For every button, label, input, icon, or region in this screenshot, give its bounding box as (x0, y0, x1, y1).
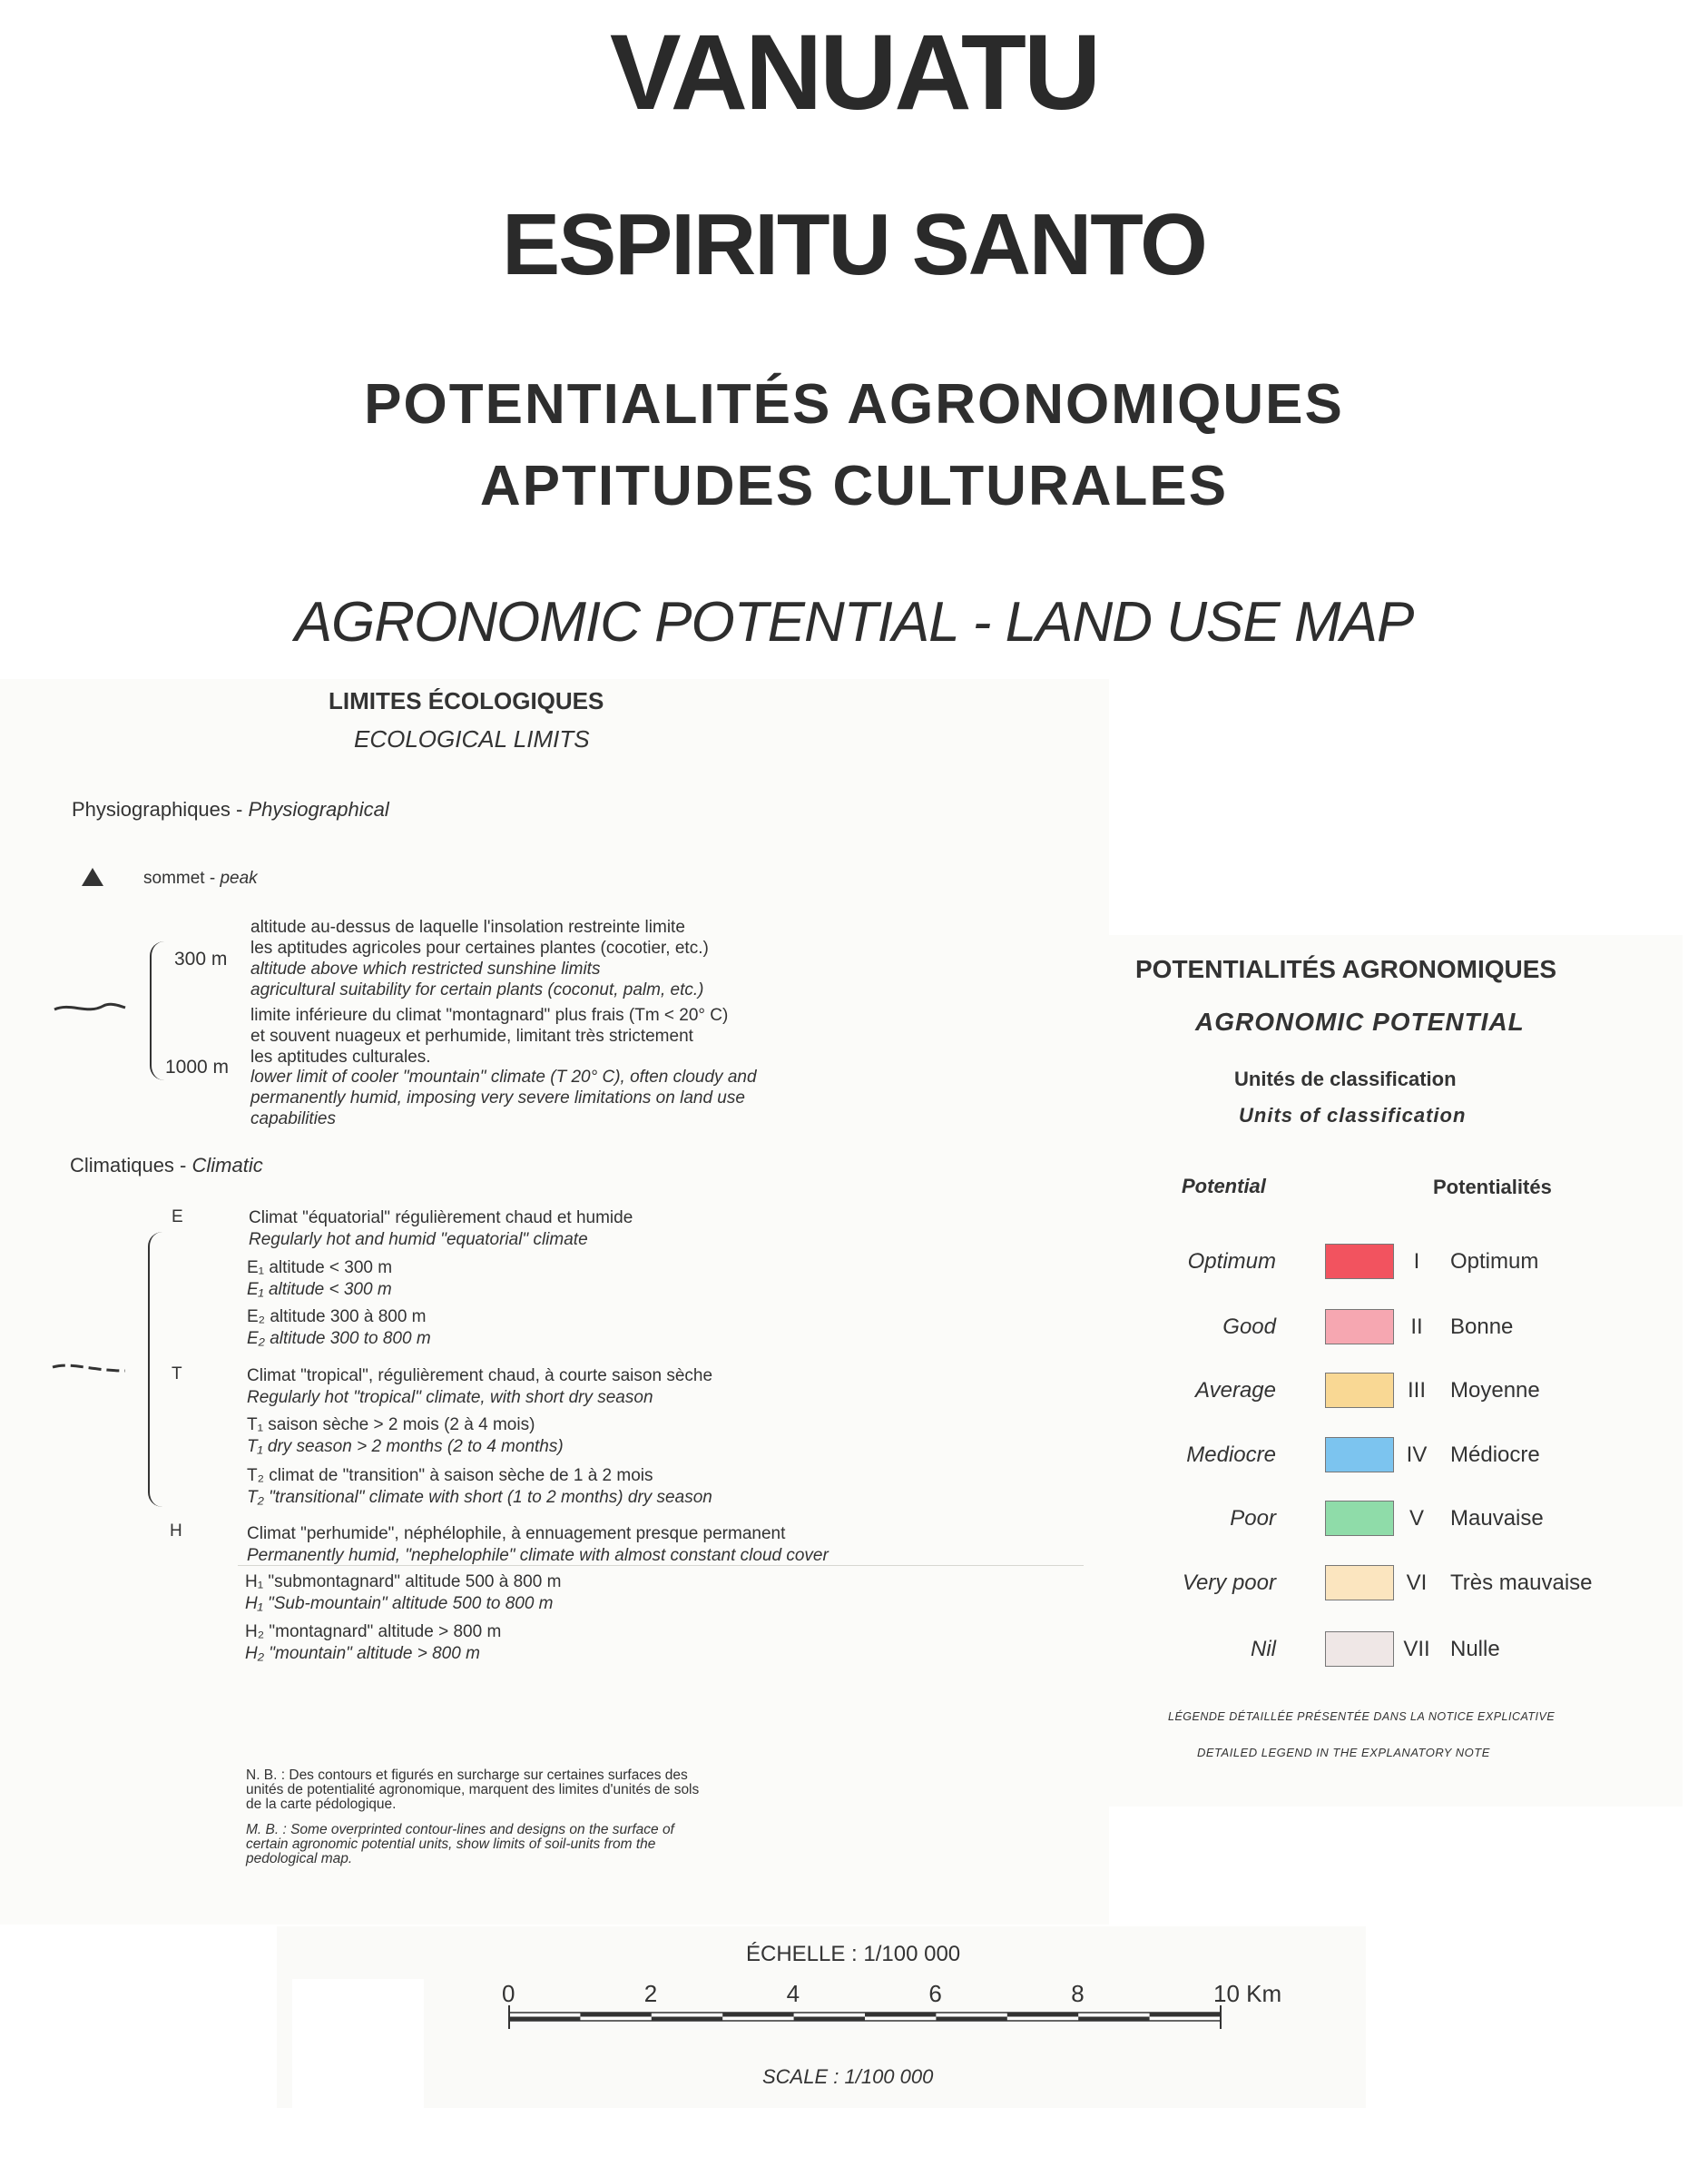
climate-H-letter: H (170, 1521, 182, 1541)
climate-E2-en: E₂ altitude 300 to 800 m (247, 1329, 431, 1348)
eco-limits-heading-en: ECOLOGICAL LIMITS (354, 725, 590, 753)
class-label-en: Poor (1230, 1506, 1276, 1531)
ecological-limits-panel (0, 679, 1109, 1925)
map-subtitle-fr-line1: POTENTIALITÉS AGRONOMIQUES (364, 373, 1344, 436)
scale-bar-segment (652, 2017, 722, 2022)
climate-H1-fr: H₁ "submontagnard" altitude 500 à 800 m (245, 1572, 562, 1591)
class-color-swatch (1325, 1501, 1394, 1536)
climate-T-letter: T (172, 1364, 182, 1383)
class-label-en: Mediocre (1186, 1442, 1276, 1467)
peak-triangle-icon (80, 866, 105, 888)
climate-H1-en: H₁ "Sub-mountain" altitude 500 to 800 m (245, 1594, 554, 1613)
scale-tick-label: 10 Km (1213, 1980, 1282, 2007)
climate-H2-en: H₂ "mountain" altitude > 800 m (245, 1644, 480, 1663)
climate-E-en: Regularly hot and humid "equatorial" climate (249, 1230, 588, 1249)
desc-300-en: altitude above which restricted sunshine limits agricultural suitability for certain plants (coconut, palm, etc.) (250, 960, 704, 999)
scale-title-en: SCALE : 1/100 000 (762, 2065, 934, 2088)
class-color-swatch (1325, 1565, 1394, 1600)
class-label-fr: Nulle (1450, 1637, 1500, 1661)
units-heading-fr: Unités de classification (1234, 1068, 1457, 1090)
class-color-swatch (1325, 1309, 1394, 1344)
physio-limit-line-icon (51, 995, 129, 1022)
class-roman-numeral: VI (1406, 1570, 1428, 1595)
climate-T2-fr: T₂ climat de "transition" à saison sèche de 1 à 2 mois (247, 1466, 653, 1485)
class-roman-numeral: I (1413, 1249, 1420, 1274)
physio-brace (150, 941, 164, 1080)
scale-title-fr: ÉCHELLE : 1/100 000 (746, 1942, 961, 1966)
climate-T-en: Regularly hot "tropical" climate, with short dry season (247, 1388, 653, 1407)
scale-tick-label: 6 (928, 1980, 942, 2007)
class-label-en: Very poor (1182, 1570, 1276, 1595)
desc-300-fr: altitude au-dessus de laquelle l'insolation restreinte limite les aptitudes agricoles pour certaines plantes (cocotier, etc.) (250, 918, 709, 958)
desc-1000-en: lower limit of cooler "mountain" climate (T 20° C), often cloudy and permanently humid, imposing very severe limitations on land use capabilities (250, 1068, 757, 1128)
scale-bar-segment (936, 2017, 1006, 2022)
legend-note-fr: LÉGENDE DÉTAILLÉE PRÉSENTÉE DANS LA NOTICE EXPLICATIVE (1168, 1710, 1556, 1723)
column-potential: Potential (1182, 1175, 1266, 1197)
class-label-fr: Mauvaise (1450, 1506, 1544, 1531)
class-label-fr: Moyenne (1450, 1378, 1540, 1403)
alt-300-label: 300 m (174, 949, 228, 970)
potential-heading-fr: POTENTIALITÉS AGRONOMIQUES (1135, 955, 1557, 983)
map-title-country: VANUATU (609, 13, 1099, 133)
climate-H-en: Permanently humid, "nephelophile" climate with almost constant cloud cover (247, 1546, 829, 1565)
scale-tick-label: 0 (502, 1980, 515, 2007)
scale-bar-segment (509, 2017, 580, 2022)
scale-panel-patch (292, 1979, 424, 2161)
scale-bar-segment (865, 2013, 936, 2017)
climate-E2-fr: E₂ altitude 300 à 800 m (247, 1307, 427, 1326)
scale-tick-label: 8 (1071, 1980, 1085, 2007)
class-roman-numeral: III (1407, 1378, 1426, 1403)
physio-heading: Physiographiques - Physiographical (72, 798, 389, 821)
scale-tick-label: 2 (643, 1980, 658, 2007)
eco-limits-heading-fr: LIMITES ÉCOLOGIQUES (329, 687, 604, 714)
class-label-fr: Optimum (1450, 1249, 1539, 1274)
desc-1000-fr: limite inférieure du climat "montagnard" plus frais (Tm < 20° C) et souvent nuageux et perhumide, limitant très strictement les aptitudes culturales. (250, 1006, 729, 1067)
climatic-heading: Climatiques - Climatic (70, 1154, 263, 1177)
map-subtitle-en: AGRONOMIC POTENTIAL - LAND USE MAP (294, 591, 1414, 654)
climate-T1-fr: T₁ saison sèche > 2 mois (2 à 4 mois) (247, 1415, 535, 1434)
class-label-fr: Médiocre (1450, 1442, 1540, 1467)
units-heading-en: Units of classification (1239, 1104, 1467, 1127)
class-color-swatch (1325, 1373, 1394, 1408)
column-potentialites: Potentialités (1433, 1176, 1552, 1198)
note-en: M. B. : Some overprinted contour-lines and designs on the surface of certain agronomic potential units, show limits of soil-units from the pedological map. (246, 1822, 674, 1866)
scale-tick-label: 4 (786, 1980, 800, 2007)
alt-1000-label: 1000 m (165, 1057, 230, 1078)
climate-T-fr: Climat "tropical", régulièrement chaud, à courte saison sèche (247, 1366, 713, 1385)
peak-label: sommet - peak (143, 869, 258, 888)
class-roman-numeral: IV (1406, 1442, 1428, 1467)
potential-heading-en: AGRONOMIC POTENTIAL (1195, 1008, 1525, 1036)
scale-bar-segment (580, 2013, 651, 2017)
scale-bar-segment (1150, 2013, 1221, 2017)
class-color-swatch (1325, 1631, 1394, 1667)
class-roman-numeral: V (1409, 1506, 1424, 1531)
climate-H-fr: Climat "perhumide", néphélophile, à ennuagement presque permanent (247, 1524, 786, 1543)
potential-legend-panel (1109, 935, 1683, 1807)
class-color-swatch (1325, 1244, 1394, 1279)
climate-T1-en: T₁ dry season > 2 months (2 to 4 months) (247, 1437, 564, 1456)
class-label-en: Nil (1251, 1637, 1276, 1661)
scale-bar (505, 2005, 1223, 2031)
legend-note-en: DETAILED LEGEND IN THE EXPLANATORY NOTE (1197, 1746, 1490, 1759)
class-label-en: Good (1222, 1314, 1276, 1339)
scale-bar-segment (794, 2017, 865, 2022)
climate-T2-en: T₂ "transitional" climate with short (1 to 2 months) dry season (247, 1488, 712, 1507)
class-color-swatch (1325, 1437, 1394, 1472)
class-label-en: Average (1195, 1378, 1276, 1403)
class-roman-numeral: II (1410, 1314, 1423, 1339)
class-label-fr: Très mauvaise (1450, 1570, 1593, 1595)
climate-H2-fr: H₂ "montagnard" altitude > 800 m (245, 1622, 502, 1641)
class-label-fr: Bonne (1450, 1314, 1514, 1339)
note-fr: N. B. : Des contours et figurés en surcharge sur certaines surfaces des unités de potentialité agronomique, marquent des limites d'unités de sols de la carte pédologique. (246, 1767, 700, 1812)
climatic-brace (148, 1232, 162, 1507)
map-subtitle-fr-line2: APTITUDES CULTURALES (479, 455, 1229, 517)
class-label-en: Optimum (1187, 1249, 1276, 1274)
climate-E-fr: Climat "équatorial" régulièrement chaud et humide (249, 1208, 633, 1227)
climatic-limit-line-icon (49, 1358, 131, 1380)
climate-E1-fr: E₁ altitude < 300 m (247, 1258, 393, 1277)
class-roman-numeral: VII (1403, 1637, 1430, 1661)
scale-bar-segment (1007, 2013, 1078, 2017)
climate-E1-en: E₁ altitude < 300 m (247, 1280, 392, 1299)
climate-E-letter: E (172, 1207, 183, 1226)
map-title-island: ESPIRITU SANTO (502, 196, 1206, 293)
scale-bar-segment (722, 2013, 793, 2017)
scale-bar-segment (1078, 2017, 1149, 2022)
